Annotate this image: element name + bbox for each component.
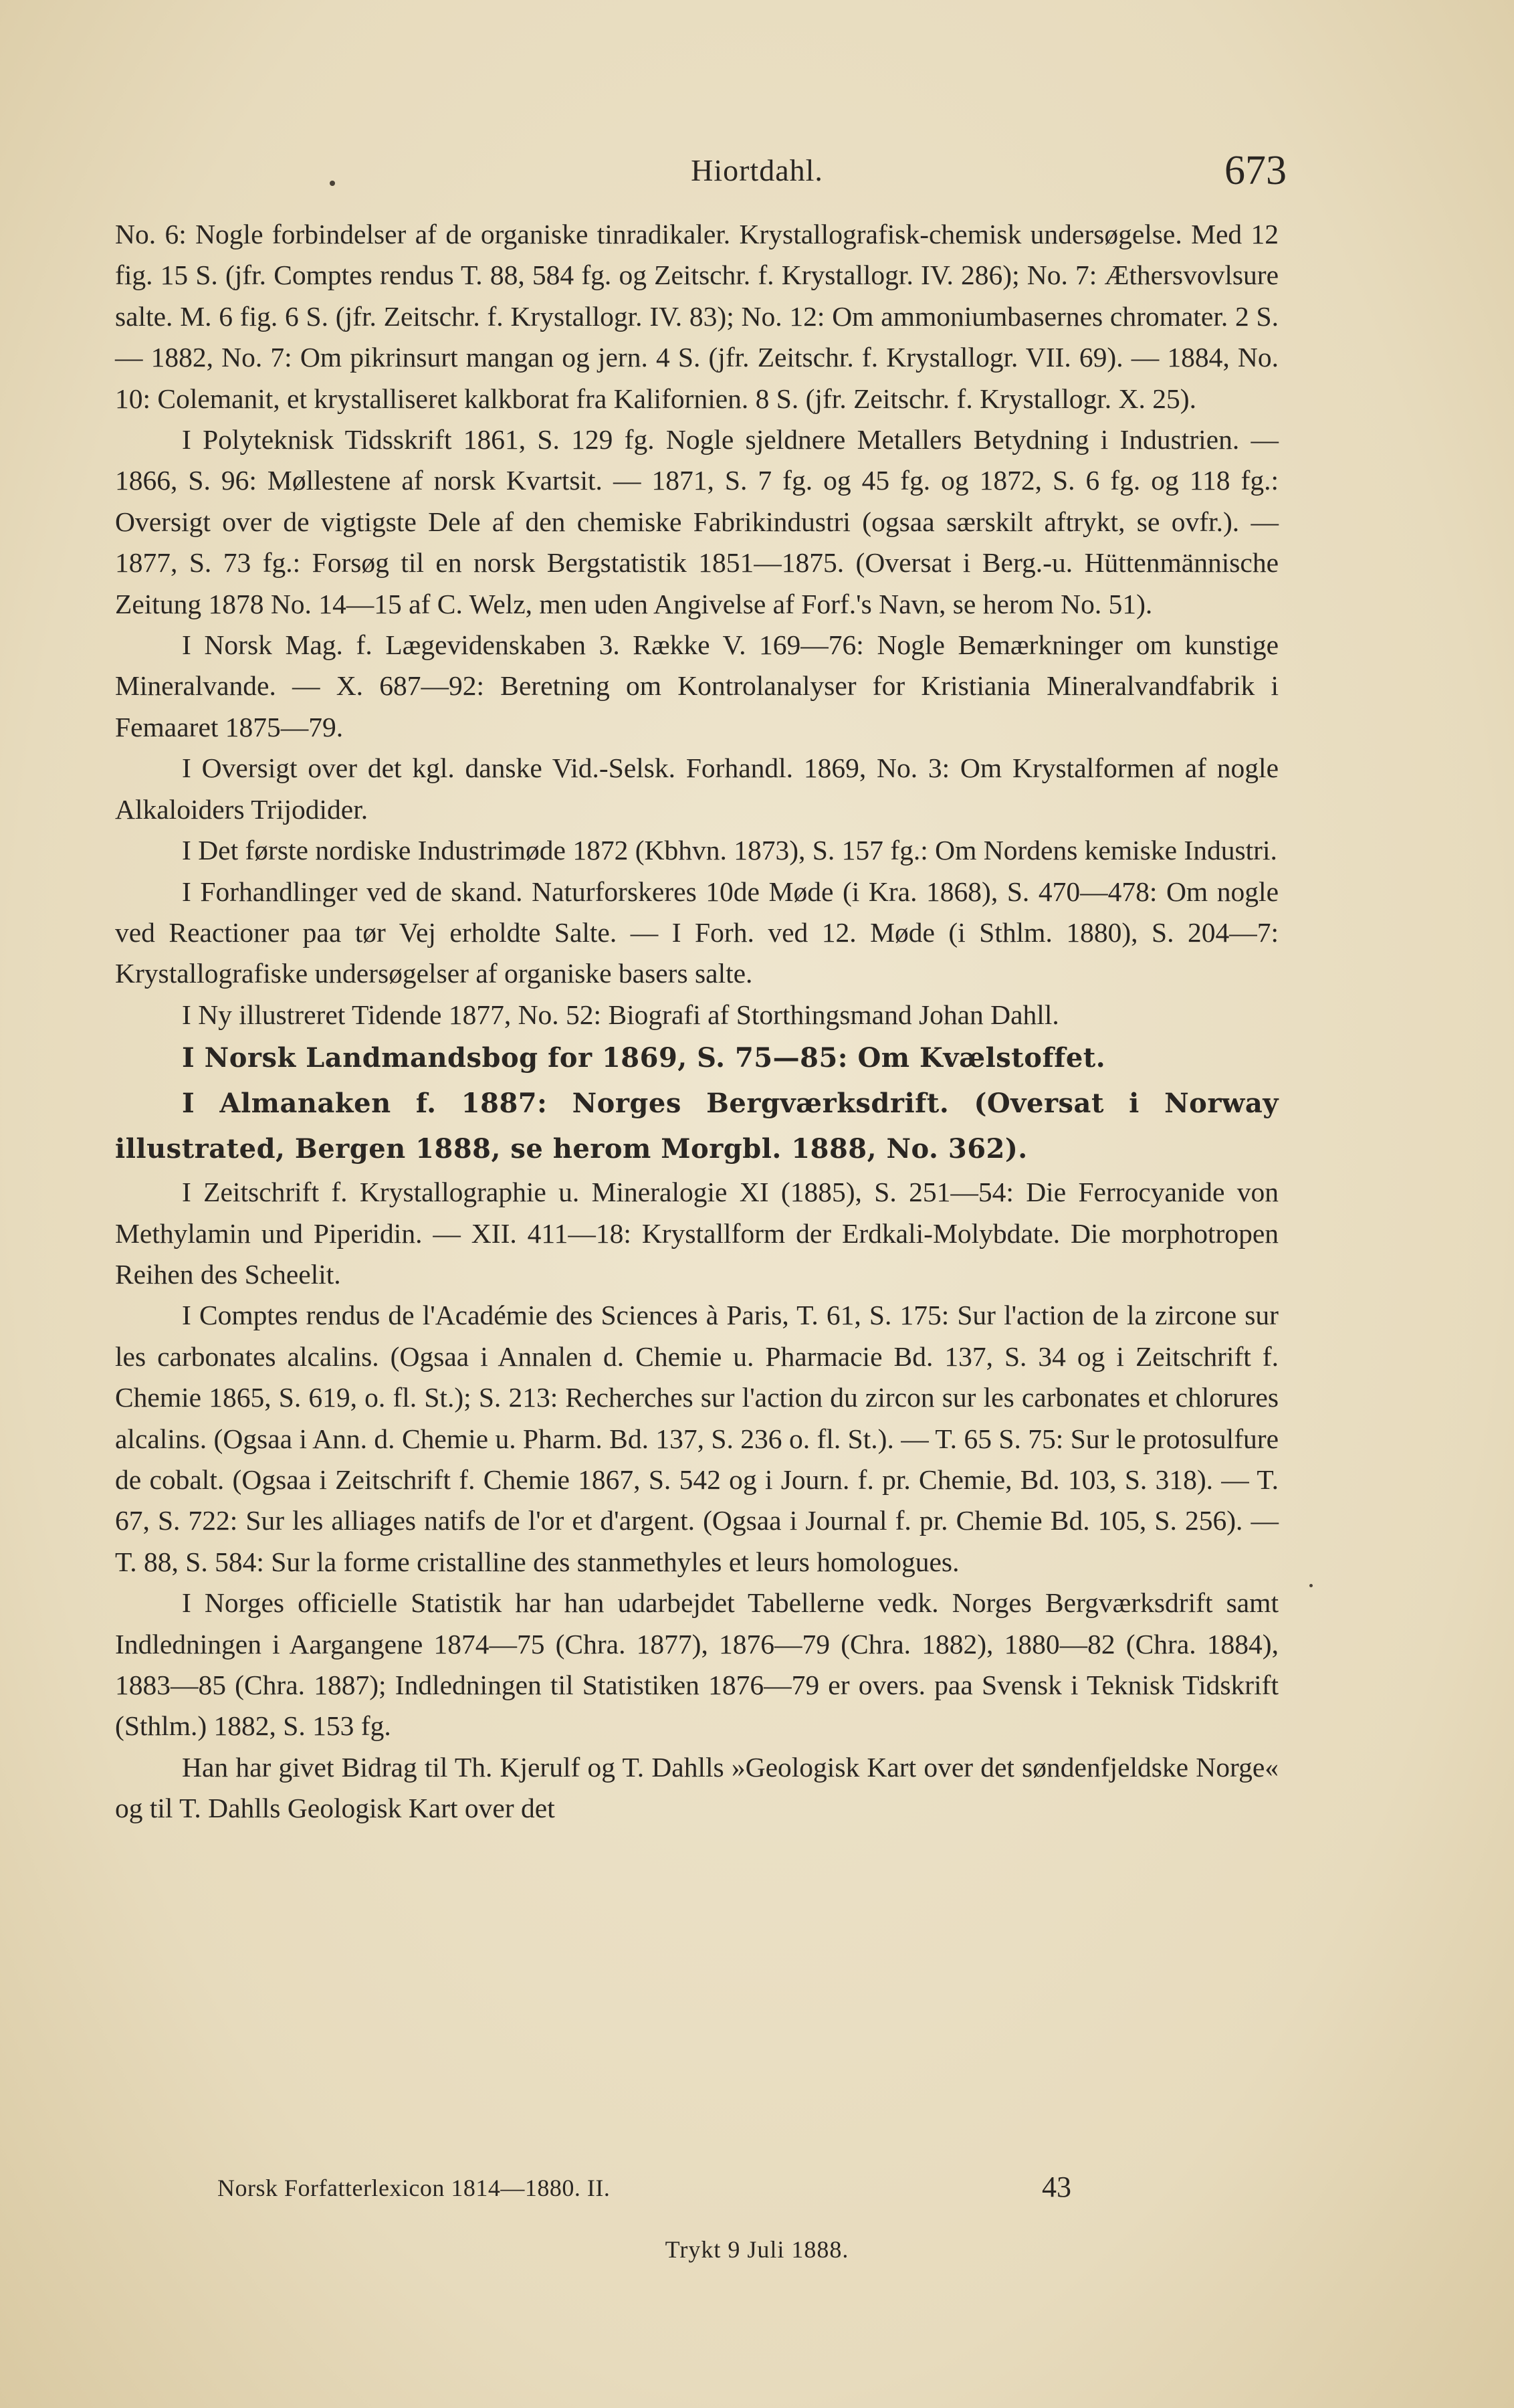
running-head: Hiortdahl.: [691, 153, 823, 187]
paragraph: I Oversigt over det kgl. danske Vid.-Selsk. Forhandl. 1869, No. 3: Om Krystalformen af nogle Alkaloiders Trijodider.: [115, 752, 1279, 825]
signature-mark: 43: [1042, 2171, 1071, 2203]
paragraph: I Polyteknisk Tidsskrift 1861, S. 129 fg. Nogle sjeldnere Metallers Betydning i Industrien. — 1866, S. 96: Møllestene af norsk Kvartsit. — 1871, S. 7 fg. og 45 fg. og 1872, S. 6 fg. og 118 fg.: Oversigt over de vigtigste Dele af den chemiske Fabrikindustri (ogsaa særskilt aftrykt, se ovfr.). — 1877, S. 73 fg.: Forsøg til en norsk Bergstatistik 1851—1875. (Oversat i Berg.-u. Hüttenmännische Zeitung 1878 No. 14—15 af C. Welz, men uden Angivelse af Forf.'s Navn, se herom No. 51).: [115, 424, 1279, 619]
page-footer: [0, 2171, 1514, 2294]
paragraph: I Zeitschrift f. Krystallographie u. Mineralogie XI (1885), S. 251—54: Die Ferrocyanide von Methylamin und Piperidin. — XII. 411—18: Krystallform der Erdkali-Molybdate. Die morphotropen Reihen des Scheelit.: [115, 1177, 1279, 1290]
blackletter-paragraph: I Norsk Landmandsbog for 1869, S. 75—85: Om Kvælstoffet.: [182, 1042, 1106, 1074]
paragraph: Han har givet Bidrag til Th. Kjerulf og T. Dahlls »Geologisk Kart over det søndenfjeldske Norge« og til T. Dahlls Geologisk Kart over det: [115, 1751, 1279, 1824]
page-number: 673: [1224, 148, 1287, 193]
body-text: [115, 214, 1279, 1829]
paragraph: I Ny illustreret Tidende 1877, No. 52: Biografi af Storthingsmand Johan Dahll.: [182, 999, 1059, 1030]
paragraph: I Forhandlinger ved de skand. Naturforskeres 10de Møde (i Kra. 1868), S. 470—478: Om nogle ved Reactioner paa tør Vej erholdte Salte. — I Forh. ved 12. Møde (i Sthlm. 1880), S. 204—7: Krystallografiske undersøgelser af organiske basers salte.: [115, 876, 1279, 989]
print-date: Trykt 9 Juli 1888.: [665, 2236, 849, 2263]
blackletter-paragraph: I Almanaken f. 1887: Norges Bergværksdrift. (Oversat i Norway illustrated, Bergen 1888, se herom Morgbl. 1888, No. 362).: [115, 1088, 1279, 1165]
page-header: [0, 140, 1514, 201]
paragraph: I Norsk Mag. f. Lægevidenskaben 3. Række V. 169—76: Nogle Bemærkninger om kunstige Mineralvande. — X. 687—92: Beretning om Kontrolanalyser for Kristiania Mineralvandfabrik i Femaaret 1875—79.: [115, 629, 1279, 742]
ink-speck: [330, 181, 335, 186]
ink-speck: [1309, 1584, 1313, 1587]
paragraph: No. 6: Nogle forbindelser af de organiske tinradikaler. Krystallografisk-chemisk undersøgelse. Med 12 fig. 15 S. (jfr. Comptes rendus T. 88, 584 fg. og Zeitschr. f. Krystallogr. IV. 286); No. 7: Æthersvovlsure salte. M. 6 fig. 6 S. (jfr. Zeitschr. f. Krystallogr. IV. 83); No. 12: Om ammoniumbasernes chromater. 2 S. — 1882, No. 7: Om pikrinsurt mangan og jern. 4 S. (jfr. Zeitschr. f. Krystallogr. VII. 69). — 1884, No. 10: Colemanit, et krystalliseret kalkborat fra Kalifornien. 8 S. (jfr. Zeitschr. f. Krystallogr. X. 25).: [115, 219, 1279, 414]
paragraph: I Comptes rendus de l'Académie des Sciences à Paris, T. 61, S. 175: Sur l'action de la zircone sur les carbonates alcalins. (Ogsaa i Annalen d. Chemie u. Pharmacie Bd. 137, S. 34 og i Zeitschrift f. Chemie 1865, S. 619, o. fl. St.); S. 213: Recherches sur l'action du zircon sur les carbonates et chlorures alcalins. (Ogsaa i Ann. d. Chemie u. Pharm. Bd. 137, S. 236 o. fl. St.). — T. 65 S. 75: Sur le protosulfure de cobalt. (Ogsaa i Zeitschrift f. Chemie 1867, S. 542 og i Journ. f. pr. Chemie, Bd. 103, S. 318). — T. 67, S. 722: Sur les alliages natifs de l'or et d'argent. (Ogsaa i Journal f. pr. Chemie Bd. 105, S. 256). — T. 88, S. 584: Sur la forme cristalline des stanmethyles et leurs homologues.: [115, 1300, 1279, 1577]
paragraph: I Det første nordiske Industrimøde 1872 (Kbhvn. 1873), S. 157 fg.: Om Nordens kemiske Industri.: [182, 835, 1277, 866]
signature-line: Norsk Forfatterlexicon 1814—1880. II.: [217, 2175, 611, 2201]
paragraph: I Norges officielle Statistik har han udarbejdet Tabellerne vedk. Norges Bergværksdrift samt Indledningen i Aargangene 1874—75 (Chra. 1877), 1876—79 (Chra. 1882), 1880—82 (Chra. 1884), 1883—85 (Chra. 1887); Indledningen til Statistiken 1876—79 er overs. paa Svensk i Teknisk Tidskrift (Sthlm.) 1882, S. 153 fg.: [115, 1587, 1279, 1742]
